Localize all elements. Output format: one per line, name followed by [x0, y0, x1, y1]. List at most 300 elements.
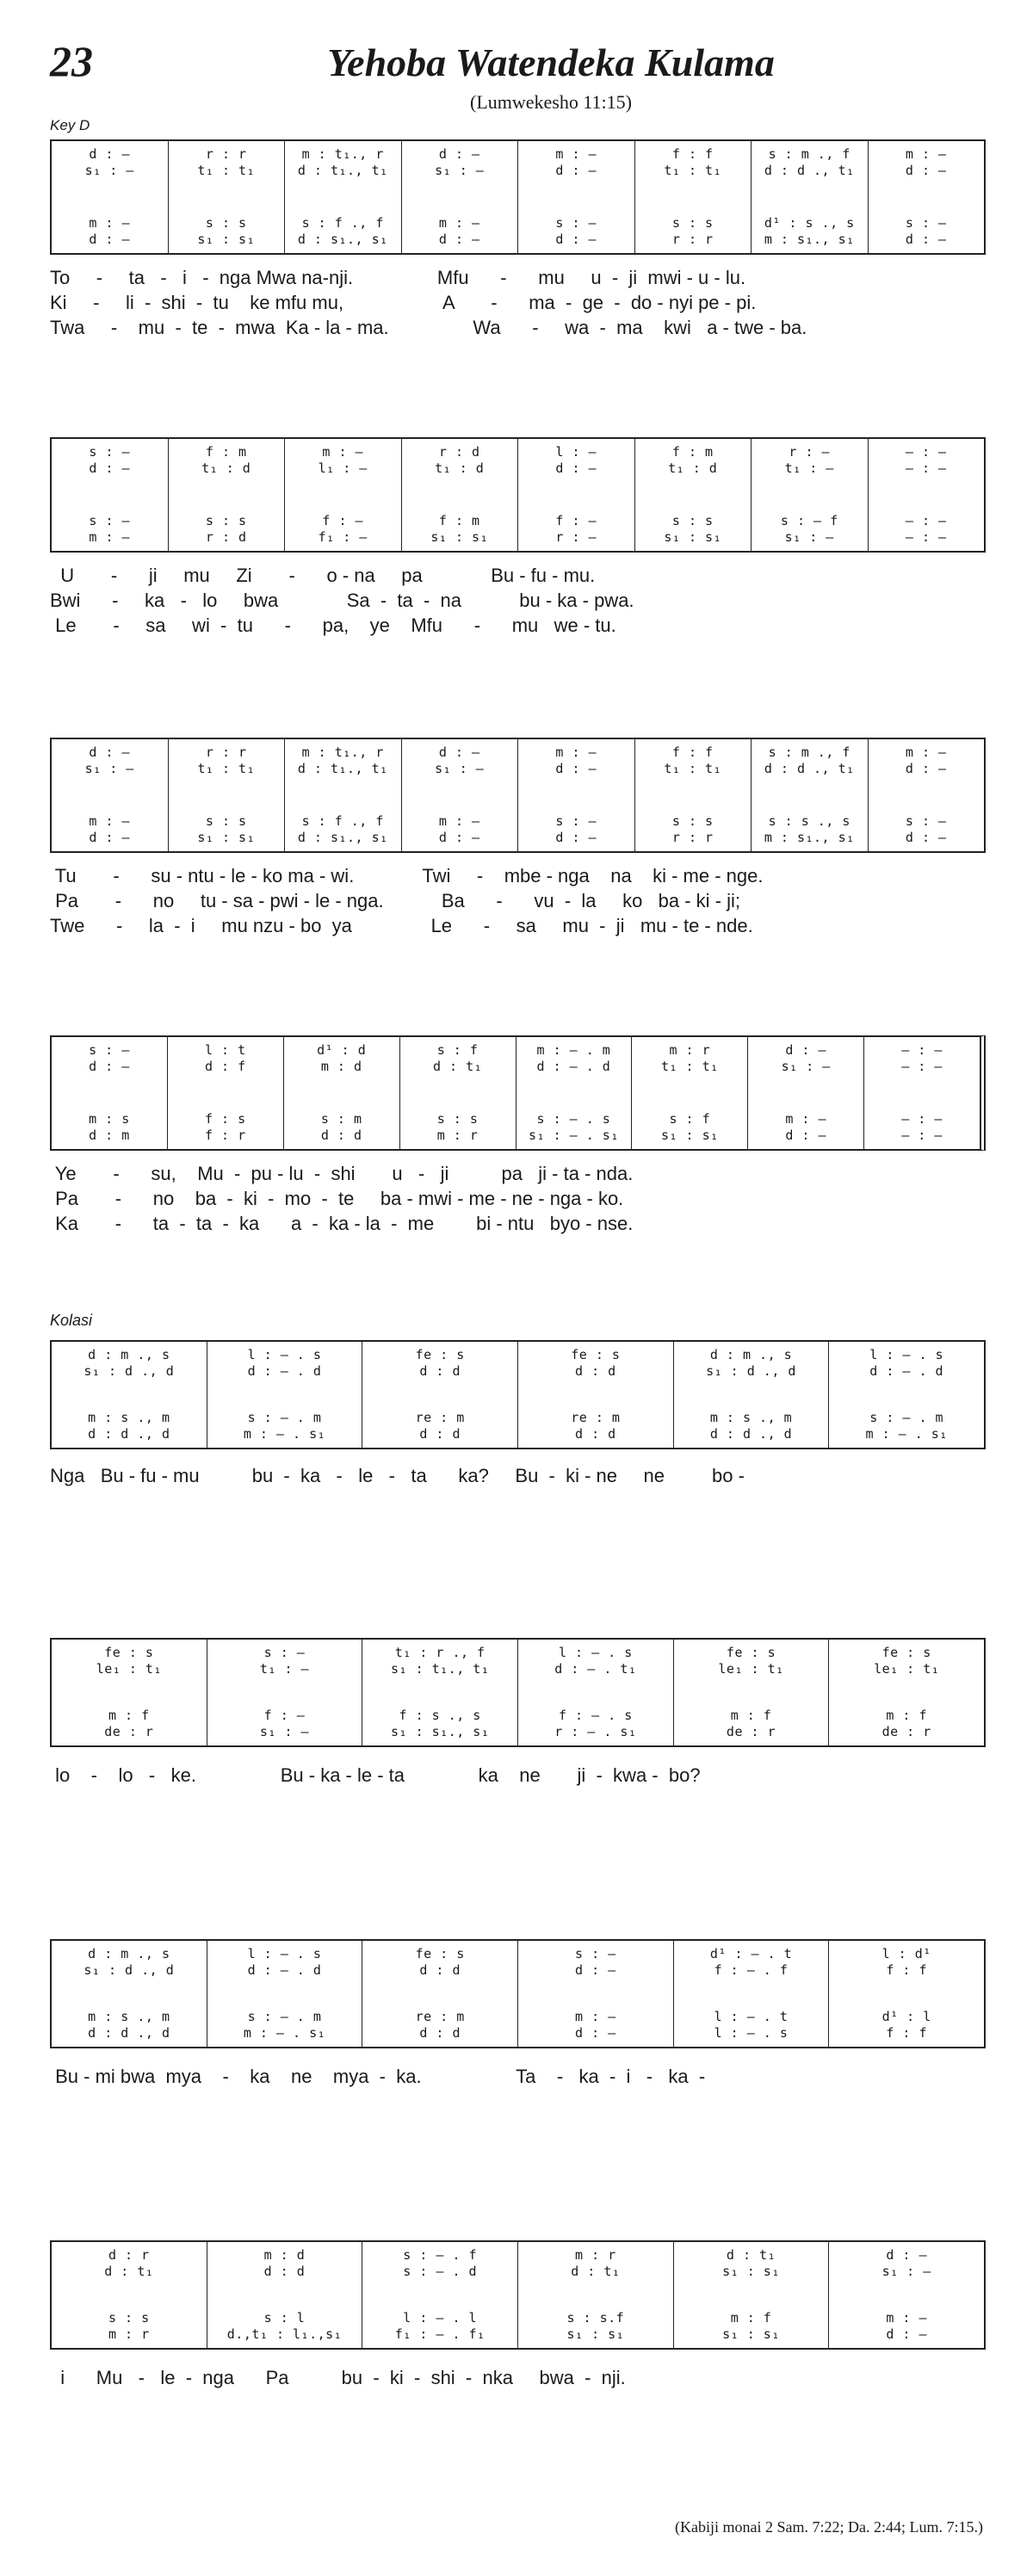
measure [752, 439, 869, 551]
lyrics-block-1 [50, 265, 986, 340]
measure [285, 439, 402, 551]
voice-part-2: d : f [204, 1059, 246, 1074]
voice-part-2: d : — . d [869, 1363, 944, 1379]
voice-part-4: r : — . s₁ [554, 1724, 637, 1739]
measure [52, 2242, 207, 2348]
voice-part-4: s₁ : — [784, 529, 834, 545]
voice-part-1: d¹ : d [317, 1042, 367, 1058]
measure [285, 141, 402, 253]
measure [168, 1037, 284, 1149]
voice-part-4: d : s₁., s₁ [297, 830, 388, 845]
voice-part-4: s₁ : s₁ [664, 529, 722, 545]
measure [207, 1941, 363, 2047]
voice-part-4: d : d [419, 2025, 461, 2041]
voice-part-3: m : s [89, 1111, 130, 1127]
voice-part-3: s : f ., f [301, 215, 384, 231]
lyric-line: Ka - ta - ta - ka a - ka - la - me bi - ntu byo - nse. [50, 1213, 634, 1234]
voice-part-2: d : — [905, 163, 947, 178]
measure [869, 141, 985, 253]
voice-part-1: m : d [263, 2247, 306, 2263]
voice-part-4: m : — . s₁ [243, 2025, 326, 2041]
measure [632, 1037, 748, 1149]
score-system-7 [50, 1939, 986, 2048]
voice-part-1: d : r [108, 2247, 150, 2263]
voice-part-1: d : — [886, 2247, 928, 2263]
voice-part-1: m : — [905, 744, 947, 760]
voice-part-3: s : l [263, 2310, 306, 2326]
voice-part-2: s₁ : d ., d [706, 1363, 796, 1379]
voice-part-4: d : d ., d [88, 2025, 170, 2041]
voice-part-2: le₁ : t₁ [718, 1661, 784, 1677]
voice-part-3: m : — [438, 215, 480, 231]
voice-part-4: r : r [671, 830, 714, 845]
lyric-line: Ki - li - shi - tu ke mfu mu, A - ma - ge - do - nyi pe - pi. [50, 292, 757, 313]
voice-part-2: d : — . d [536, 1059, 611, 1074]
voice-part-2: d : — [89, 460, 131, 476]
voice-part-4: f : r [204, 1127, 246, 1143]
voice-part-3: s : — [555, 813, 597, 829]
voice-part-2: d : t₁ [432, 1059, 483, 1074]
lyrics-block-4 [50, 1161, 986, 1236]
measure [518, 2242, 674, 2348]
measure [518, 1640, 674, 1745]
voice-part-3: s : s ., s [768, 813, 851, 829]
voice-part-4: s₁ : — . s₁ [529, 1127, 619, 1143]
measure [674, 2242, 830, 2348]
voice-part-3: s : — . m [247, 2009, 322, 2024]
voice-part-2: s₁ : — [435, 163, 485, 178]
measure [748, 1037, 864, 1149]
voice-part-1: l : — . s [247, 1347, 322, 1362]
voice-part-3: s : s [108, 2310, 150, 2326]
lyric-line: Ye - su, Mu - pu - lu - shi u - ji pa ji - ta - nda. [50, 1163, 634, 1184]
song-title: Yehoba Watendeka Kulama [327, 40, 775, 84]
voice-part-2: t₁ : t₁ [664, 163, 722, 178]
voice-part-1: l : t [204, 1042, 246, 1058]
voice-part-3: m : — [89, 813, 131, 829]
voice-part-3: m : — [575, 2009, 616, 2024]
voice-part-3: d¹ : s ., s [764, 215, 855, 231]
voice-part-2: d : t₁., t₁ [297, 761, 388, 776]
voice-part-3: s : s.f [566, 2310, 625, 2326]
voice-part-2: d : d ., t₁ [764, 761, 855, 776]
lyrics-block-6 [50, 1763, 986, 1788]
measure [516, 1037, 633, 1149]
voice-part-4: d : d [575, 1426, 616, 1442]
measure [869, 439, 985, 551]
voice-part-4: f₁ : — . f₁ [394, 2326, 486, 2342]
lyrics-block-2 [50, 563, 986, 638]
voice-part-2: d : d [419, 1363, 461, 1379]
voice-part-1: fe : s [726, 1645, 776, 1660]
measure [400, 1037, 516, 1149]
voice-part-3: s : s [205, 513, 247, 528]
voice-part-4: m : s₁., s₁ [764, 830, 855, 845]
measure [402, 141, 519, 253]
voice-part-3: f : — [263, 1708, 306, 1723]
voice-part-3: s : s [671, 813, 714, 829]
voice-part-1: r : r [205, 744, 247, 760]
voice-part-2: — : — [901, 1059, 943, 1074]
lyric-line: lo - lo - ke. Bu - ka - le - ta ka ne ji - kwa - bo? [50, 1764, 701, 1786]
lyric-line: Bwi - ka - lo bwa Sa - ta - na bu - ka - pwa. [50, 590, 634, 611]
voice-part-3: s : — . m [247, 1410, 322, 1425]
voice-part-2: d : — [555, 761, 597, 776]
voice-part-1: d : m ., s [709, 1347, 793, 1362]
measure [518, 1342, 674, 1448]
voice-part-3: s : m [320, 1111, 362, 1127]
voice-part-3: re : m [415, 2009, 465, 2024]
voice-part-4: r : r [671, 232, 714, 247]
voice-part-1: m : t₁., r [301, 146, 384, 162]
measure [402, 439, 519, 551]
measure [169, 439, 286, 551]
voice-part-3: f : — [555, 513, 597, 528]
voice-part-1: d¹ : — . t [709, 1946, 793, 1961]
voice-part-2: d : t₁., t₁ [297, 163, 388, 178]
voice-part-2: — : — [905, 460, 947, 476]
voice-part-1: s : f [436, 1042, 479, 1058]
voice-part-1: f : m [205, 444, 247, 460]
voice-part-2: t₁ : t₁ [660, 1059, 719, 1074]
voice-part-4: s₁ : s₁ [197, 232, 256, 247]
voice-part-4: s₁ : s₁ [722, 2326, 780, 2342]
voice-part-1: f : m [671, 444, 714, 460]
voice-part-2: m : d [320, 1059, 362, 1074]
voice-part-2: d : — . d [247, 1363, 322, 1379]
score-system-3 [50, 738, 986, 853]
voice-part-1: f : f [671, 744, 714, 760]
voice-part-4: f : f [886, 2025, 928, 2041]
measure [362, 1941, 518, 2047]
voice-part-2: s₁ : — [881, 2264, 931, 2279]
song-number: 23 [50, 37, 93, 85]
voice-part-4: d : — [785, 1127, 827, 1143]
voice-part-1: m : r [669, 1042, 711, 1058]
measure [674, 1941, 830, 2047]
voice-part-4: d : m [89, 1127, 130, 1143]
measure [169, 141, 286, 253]
voice-part-4: f₁ : — [318, 529, 368, 545]
voice-part-4: s₁ : s₁., s₁ [390, 1724, 490, 1739]
voice-part-1: r : d [438, 444, 480, 460]
scripture-reference: (Lumwekesho 11:15) [470, 91, 632, 113]
voice-part-2: d : — [555, 163, 597, 178]
lyrics-block-5 [50, 1463, 986, 1488]
voice-part-1: fe : s [415, 1347, 465, 1362]
lyrics-block-7 [50, 2064, 986, 2089]
voice-part-2: d : d [419, 1962, 461, 1978]
voice-part-1: m : — [555, 744, 597, 760]
lyric-line: Tu - su - ntu - le - ko ma - wi. Twi - mbe - nga na ki - me - nge. [50, 865, 764, 886]
voice-part-4: d : d ., d [709, 1426, 793, 1442]
voice-part-3: re : m [415, 1410, 465, 1425]
measure [362, 1640, 518, 1745]
voice-part-3: f : s ., s [399, 1708, 481, 1723]
voice-part-1: s : m ., f [768, 146, 851, 162]
voice-part-3: l : — . l [403, 2310, 478, 2326]
voice-part-3: m : f [108, 1708, 150, 1723]
voice-part-4: s₁ : s₁ [566, 2326, 625, 2342]
voice-part-3: m : f [730, 1708, 772, 1723]
voice-part-1: l : — [555, 444, 597, 460]
voice-part-1: — : — [901, 1042, 943, 1058]
voice-part-3: m : — [886, 2310, 928, 2326]
voice-part-1: m : — . m [536, 1042, 611, 1058]
voice-part-2: t₁ : d [435, 460, 485, 476]
voice-part-2: s : — . d [403, 2264, 478, 2279]
score-system-2 [50, 437, 986, 553]
voice-part-1: l : — . s [869, 1347, 944, 1362]
voice-part-2: f : f [886, 1962, 928, 1978]
lyric-line: Twa - mu - te - mwa Ka - la - ma. Wa - wa - ma kwi a - twe - ba. [50, 317, 807, 338]
voice-part-3: — : — [905, 513, 947, 528]
voice-part-2: d : d ., t₁ [764, 163, 855, 178]
voice-part-3: s : — f [780, 513, 838, 528]
voice-part-3: s : — [905, 215, 947, 231]
voice-part-2: s₁ : s₁ [722, 2264, 780, 2279]
voice-part-3: re : m [571, 1410, 621, 1425]
voice-part-1: s : — [89, 444, 131, 460]
voice-part-1: d : m ., s [88, 1347, 170, 1362]
voice-part-4: d : — [89, 830, 131, 845]
measure [518, 141, 635, 253]
voice-part-3: m : f [886, 1708, 928, 1723]
voice-part-1: l : — . s [247, 1946, 322, 1961]
voice-part-4: d : — [905, 232, 947, 247]
lyric-line: Twe - la - i mu nzu - bo ya Le - sa mu - ji mu - te - nde. [50, 915, 753, 936]
voice-part-2: t₁ : d [201, 460, 251, 476]
cross-references: (Kabiji monai 2 Sam. 7:22; Da. 2:44; Lum. 7:15.) [675, 2518, 983, 2536]
voice-part-4: de : r [881, 1724, 931, 1739]
voice-part-2: t₁ : t₁ [197, 163, 256, 178]
measure [52, 1342, 207, 1448]
measure [518, 739, 635, 851]
measure [169, 739, 286, 851]
voice-part-3: f : m [438, 513, 480, 528]
measure [864, 1037, 980, 1149]
voice-part-4: d : — [89, 232, 131, 247]
voice-part-4: r : d [205, 529, 247, 545]
measure [52, 141, 169, 253]
voice-part-4: d : — [905, 830, 947, 845]
score-system-6 [50, 1638, 986, 1747]
measure [52, 1640, 207, 1745]
voice-part-3: s : — [89, 513, 131, 528]
voice-part-4: d : d ., d [88, 1426, 170, 1442]
voice-part-4: d : — [438, 232, 480, 247]
voice-part-1: m : — [555, 146, 597, 162]
voice-part-4: de : r [104, 1724, 154, 1739]
voice-part-2: d : t₁ [571, 2264, 621, 2279]
voice-part-3: f : — [322, 513, 364, 528]
measure [518, 1941, 674, 2047]
measure [829, 1342, 984, 1448]
voice-part-1: m : — [905, 146, 947, 162]
voice-part-1: d : t₁ [726, 2247, 776, 2263]
voice-part-4: l : — . s [714, 2025, 789, 2041]
measure [635, 739, 752, 851]
voice-part-2: le₁ : t₁ [96, 1661, 162, 1677]
voice-part-1: d : m ., s [88, 1946, 170, 1961]
voice-part-3: s : s [671, 215, 714, 231]
voice-part-3: s : — [905, 813, 947, 829]
measure [869, 739, 985, 851]
voice-part-3: m : s ., m [709, 1410, 793, 1425]
voice-part-4: s₁ : s₁ [197, 830, 256, 845]
voice-part-3: m : f [730, 2310, 772, 2326]
voice-part-2: f : — . f [714, 1962, 789, 1978]
lyric-line: Le - sa wi - tu - pa, ye Mfu - mu we - tu. [50, 615, 616, 636]
voice-part-1: r : — [789, 444, 831, 460]
voice-part-3: d¹ : l [881, 2009, 931, 2024]
voice-part-3: s : s [671, 513, 714, 528]
voice-part-3: f : s [204, 1111, 246, 1127]
voice-part-3: s : s [436, 1111, 479, 1127]
voice-part-2: d : d [575, 1363, 616, 1379]
voice-part-4: d : — [555, 830, 597, 845]
voice-part-2: t₁ : d [668, 460, 718, 476]
lyrics-block-8 [50, 2365, 986, 2390]
measure [52, 1941, 207, 2047]
measure [518, 439, 635, 551]
measure [674, 1640, 830, 1745]
voice-part-4: d : — [438, 830, 480, 845]
voice-part-3: s : — . m [869, 1410, 944, 1425]
voice-part-3: — : — [901, 1111, 943, 1127]
voice-part-2: s₁ : — [84, 163, 134, 178]
voice-part-1: l : — . s [558, 1645, 633, 1660]
voice-part-1: fe : s [881, 1645, 931, 1660]
measure [402, 739, 519, 851]
lyric-line: Nga Bu - fu - mu bu - ka - le - ta ka? Bu - ki - ne ne bo - [50, 1465, 745, 1486]
voice-part-4: d.,t₁ : l₁.,s₁ [226, 2326, 343, 2342]
voice-part-3: l : — . t [714, 2009, 789, 2024]
measure [635, 141, 752, 253]
voice-part-4: d : — [886, 2326, 928, 2342]
measure [752, 141, 869, 253]
measure [829, 1941, 984, 2047]
measure [52, 439, 169, 551]
voice-part-1: m : — [322, 444, 364, 460]
voice-part-2: d : d [263, 2264, 306, 2279]
measure [362, 1342, 518, 1448]
voice-part-2: t₁ : — [784, 460, 834, 476]
voice-part-1: s : — [575, 1946, 616, 1961]
voice-part-2: d : — [89, 1059, 130, 1074]
voice-part-1: — : — [905, 444, 947, 460]
measure [52, 1037, 168, 1149]
measure [207, 1342, 363, 1448]
voice-part-3: f : — . s [558, 1708, 633, 1723]
measure [829, 1640, 984, 1745]
voice-part-2: d : — [555, 460, 597, 476]
voice-part-3: m : s ., m [88, 1410, 170, 1425]
voice-part-1: d : — [785, 1042, 827, 1058]
voice-part-4: m : — . s₁ [243, 1426, 326, 1442]
voice-part-4: — : — [901, 1127, 943, 1143]
voice-part-3: s : — [555, 215, 597, 231]
lyric-line: Pa - no tu - sa - pwi - le - nga. Ba - vu - la ko ba - ki - ji; [50, 890, 741, 911]
lyric-line: Bu - mi bwa mya - ka ne mya - ka. Ta - ka - i - ka - [50, 2066, 706, 2087]
voice-part-4: m : — . s₁ [865, 1426, 948, 1442]
voice-part-1: fe : s [104, 1645, 154, 1660]
voice-part-2: s₁ : d ., d [84, 1962, 175, 1978]
voice-part-1: s : — . f [403, 2247, 478, 2263]
voice-part-4: s₁ : s₁ [660, 1127, 719, 1143]
voice-part-2: s₁ : d ., d [84, 1363, 175, 1379]
measure [674, 1342, 830, 1448]
voice-part-2: d : — [905, 761, 947, 776]
measure [207, 1640, 363, 1745]
voice-part-1: s : — [89, 1042, 130, 1058]
voice-part-4: s₁ : s₁ [430, 529, 489, 545]
score-system-8 [50, 2240, 986, 2350]
measure [52, 739, 169, 851]
voice-part-1: d : — [438, 146, 480, 162]
voice-part-4: r : — [555, 529, 597, 545]
voice-part-4: d : — [575, 2025, 616, 2041]
voice-part-1: t₁ : r ., f [394, 1645, 486, 1660]
voice-part-1: fe : s [571, 1347, 621, 1362]
voice-part-3: s : — . s [536, 1111, 611, 1127]
voice-part-4: — : — [905, 529, 947, 545]
lyrics-block-3 [50, 863, 986, 938]
measure [752, 739, 869, 851]
voice-part-2: t₁ : — [259, 1661, 310, 1677]
voice-part-4: m : r [436, 1127, 479, 1143]
score-system-5 [50, 1340, 986, 1449]
measure [362, 2242, 518, 2348]
measure [635, 439, 752, 551]
voice-part-3: s : f ., f [301, 813, 384, 829]
voice-part-3: s : f [669, 1111, 711, 1127]
voice-part-4: d : d [419, 1426, 461, 1442]
voice-part-2: s₁ : — [781, 1059, 831, 1074]
score-system-4 [50, 1035, 986, 1151]
chorus-label: Kolasi [50, 1312, 93, 1329]
voice-part-3: s : s [205, 813, 247, 829]
voice-part-3: m : — [89, 215, 131, 231]
voice-part-4: m : r [108, 2326, 150, 2342]
voice-part-1: l : d¹ [881, 1946, 931, 1961]
voice-part-2: d : t₁ [104, 2264, 154, 2279]
voice-part-1: d : — [89, 744, 131, 760]
voice-part-3: s : s [205, 215, 247, 231]
measure [207, 2242, 363, 2348]
voice-part-2: d : — . d [247, 1962, 322, 1978]
measure [284, 1037, 400, 1149]
lyric-line: U - ji mu Zi - o - na pa Bu - fu - mu. [50, 565, 596, 586]
voice-part-2: t₁ : t₁ [197, 761, 256, 776]
lyric-line: i Mu - le - nga Pa bu - ki - shi - nka bwa - nji. [50, 2367, 626, 2388]
voice-part-2: d : — [575, 1962, 616, 1978]
voice-part-4: d : — [555, 232, 597, 247]
lyric-line: To - ta - i - nga Mwa na-nji. Mfu - mu u - ji mwi - u - lu. [50, 267, 746, 288]
voice-part-3: m : s ., m [88, 2009, 170, 2024]
voice-part-3: m : — [438, 813, 480, 829]
voice-part-4: de : r [726, 1724, 776, 1739]
voice-part-2: s₁ : — [84, 761, 134, 776]
voice-part-4: m : s₁., s₁ [764, 232, 855, 247]
voice-part-1: s : — [263, 1645, 306, 1660]
voice-part-2: l₁ : — [318, 460, 368, 476]
voice-part-3: m : — [785, 1111, 827, 1127]
measure [285, 739, 402, 851]
voice-part-4: m : — [89, 529, 131, 545]
voice-part-4: d : s₁., s₁ [297, 232, 388, 247]
voice-part-4: s₁ : — [259, 1724, 310, 1739]
